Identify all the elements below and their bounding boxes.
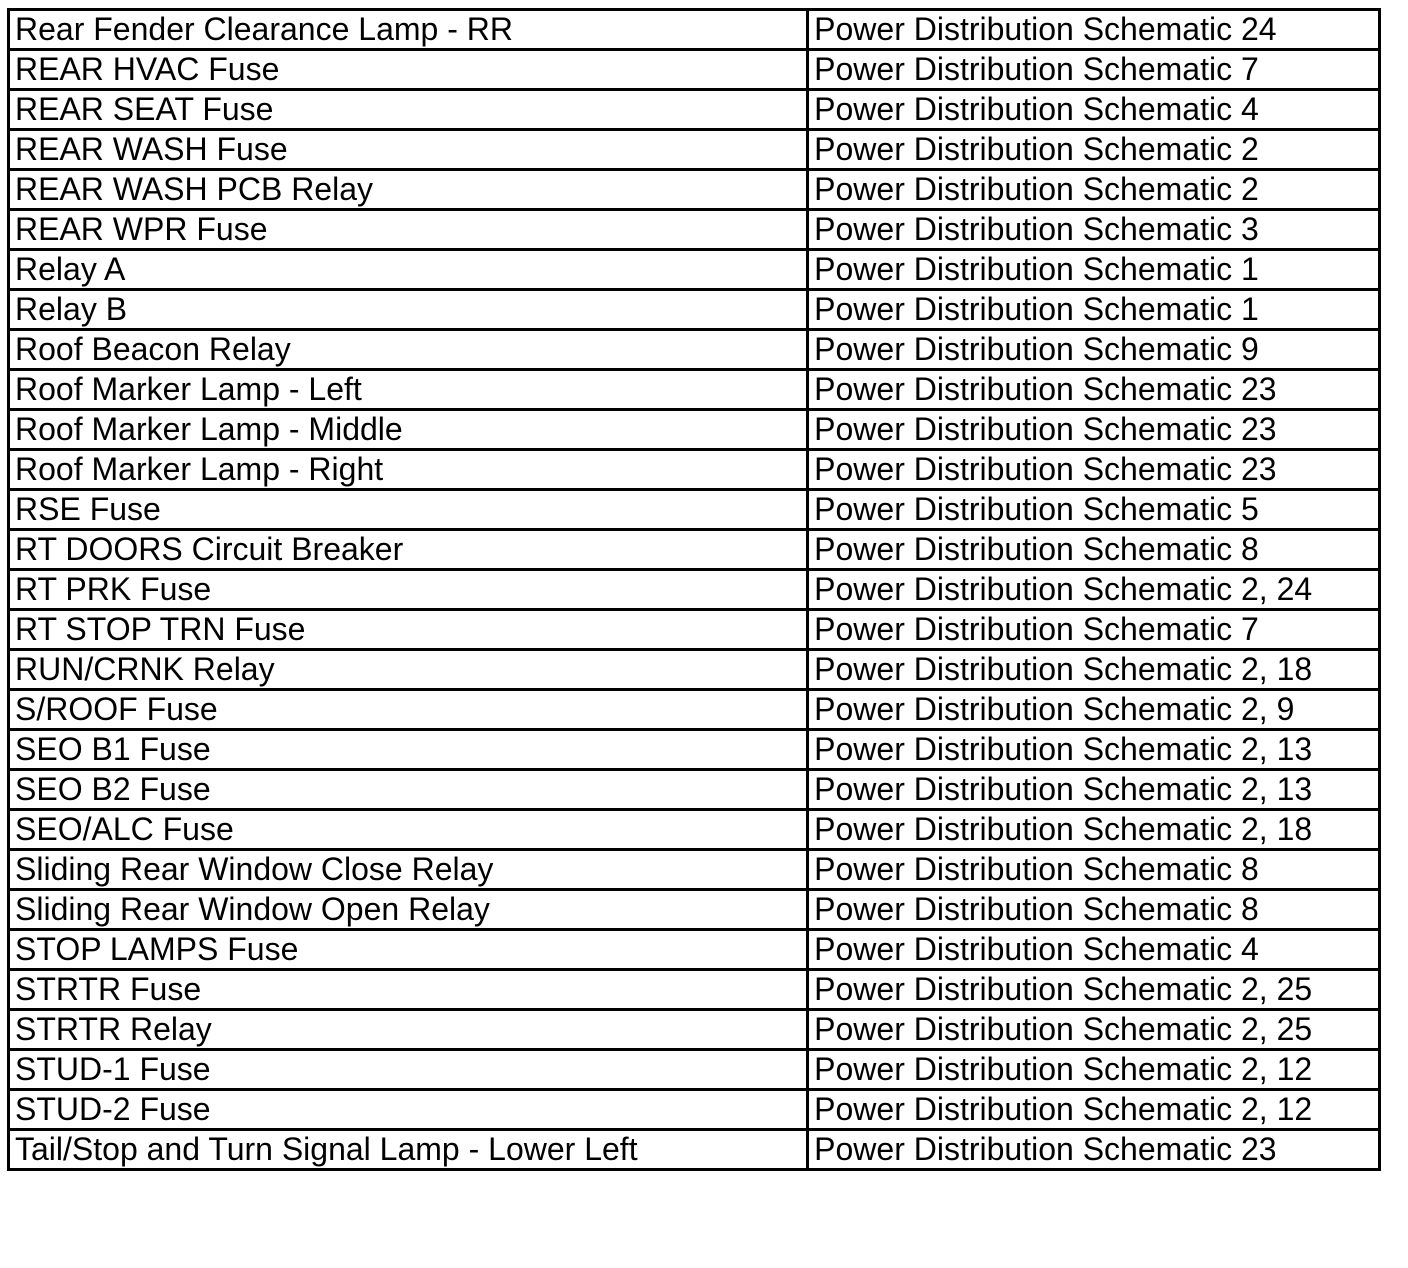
table-row — [9, 730, 1380, 770]
component-location-table — [7, 8, 1381, 1171]
table-row — [9, 250, 1380, 290]
table-row — [9, 490, 1380, 530]
location-cell: Power Distribution Schematic 4 — [808, 90, 1380, 130]
location-cell: Power Distribution Schematic 8 — [808, 850, 1380, 890]
location-cell: Power Distribution Schematic 2 — [808, 130, 1380, 170]
component-name-cell: REAR SEAT Fuse — [9, 90, 808, 130]
location-cell: Power Distribution Schematic 2, 9 — [808, 690, 1380, 730]
table-row — [9, 90, 1380, 130]
component-name-cell: Sliding Rear Window Open Relay — [9, 890, 808, 930]
table-row — [9, 650, 1380, 690]
table-row — [9, 1090, 1380, 1130]
location-cell: Power Distribution Schematic 9 — [808, 330, 1380, 370]
component-name-cell: REAR HVAC Fuse — [9, 50, 808, 90]
location-cell: Power Distribution Schematic 1 — [808, 290, 1380, 330]
component-name-cell: RSE Fuse — [9, 490, 808, 530]
table-row — [9, 410, 1380, 450]
location-cell: Power Distribution Schematic 5 — [808, 490, 1380, 530]
location-cell: Power Distribution Schematic 3 — [808, 210, 1380, 250]
location-cell: Power Distribution Schematic 2, 25 — [808, 1010, 1380, 1050]
table-row — [9, 850, 1380, 890]
location-cell: Power Distribution Schematic 7 — [808, 610, 1380, 650]
table-row — [9, 130, 1380, 170]
location-cell: Power Distribution Schematic 2, 18 — [808, 650, 1380, 690]
table-row — [9, 530, 1380, 570]
component-name-cell: Relay B — [9, 290, 808, 330]
table-row — [9, 50, 1380, 90]
table-row — [9, 810, 1380, 850]
component-name-cell: Relay A — [9, 250, 808, 290]
location-cell: Power Distribution Schematic 23 — [808, 410, 1380, 450]
table-row — [9, 450, 1380, 490]
table-row — [9, 890, 1380, 930]
table-row — [9, 930, 1380, 970]
component-name-cell: Roof Beacon Relay — [9, 330, 808, 370]
location-cell: Power Distribution Schematic 2, 24 — [808, 570, 1380, 610]
table-row — [9, 610, 1380, 650]
component-name-cell: SEO B1 Fuse — [9, 730, 808, 770]
location-cell: Power Distribution Schematic 2, 13 — [808, 770, 1380, 810]
component-name-cell: STRTR Relay — [9, 1010, 808, 1050]
table-row — [9, 970, 1380, 1010]
table-row — [9, 1050, 1380, 1090]
component-name-cell: STOP LAMPS Fuse — [9, 930, 808, 970]
component-name-cell: REAR WASH Fuse — [9, 130, 808, 170]
location-cell: Power Distribution Schematic 2, 18 — [808, 810, 1380, 850]
location-cell: Power Distribution Schematic 4 — [808, 930, 1380, 970]
location-cell: Power Distribution Schematic 2, 12 — [808, 1090, 1380, 1130]
component-name-cell: S/ROOF Fuse — [9, 690, 808, 730]
table-row — [9, 1130, 1380, 1170]
component-name-cell: REAR WASH PCB Relay — [9, 170, 808, 210]
component-name-cell: RUN/CRNK Relay — [9, 650, 808, 690]
location-cell: Power Distribution Schematic 8 — [808, 530, 1380, 570]
table-row — [9, 1010, 1380, 1050]
table-row — [9, 690, 1380, 730]
component-name-cell: RT DOORS Circuit Breaker — [9, 530, 808, 570]
table-row — [9, 210, 1380, 250]
component-name-cell: STUD-1 Fuse — [9, 1050, 808, 1090]
table-row — [9, 570, 1380, 610]
component-name-cell: Rear Fender Clearance Lamp - RR — [9, 10, 808, 50]
component-name-cell: STRTR Fuse — [9, 970, 808, 1010]
table-row — [9, 370, 1380, 410]
component-name-cell: STUD-2 Fuse — [9, 1090, 808, 1130]
component-name-cell: Tail/Stop and Turn Signal Lamp - Lower Left — [9, 1130, 808, 1170]
location-cell: Power Distribution Schematic 2, 12 — [808, 1050, 1380, 1090]
component-name-cell: Roof Marker Lamp - Middle — [9, 410, 808, 450]
location-cell: Power Distribution Schematic 2, 13 — [808, 730, 1380, 770]
component-name-cell: SEO/ALC Fuse — [9, 810, 808, 850]
table-row — [9, 330, 1380, 370]
component-name-cell: REAR WPR Fuse — [9, 210, 808, 250]
table-row — [9, 290, 1380, 330]
component-name-cell: RT PRK Fuse — [9, 570, 808, 610]
table-body — [9, 10, 1380, 1170]
location-cell: Power Distribution Schematic 2, 25 — [808, 970, 1380, 1010]
location-cell: Power Distribution Schematic 23 — [808, 370, 1380, 410]
location-cell: Power Distribution Schematic 23 — [808, 1130, 1380, 1170]
location-cell: Power Distribution Schematic 24 — [808, 10, 1380, 50]
location-cell: Power Distribution Schematic 8 — [808, 890, 1380, 930]
location-cell: Power Distribution Schematic 7 — [808, 50, 1380, 90]
component-name-cell: Roof Marker Lamp - Left — [9, 370, 808, 410]
component-name-cell: Roof Marker Lamp - Right — [9, 450, 808, 490]
component-name-cell: SEO B2 Fuse — [9, 770, 808, 810]
table-row — [9, 770, 1380, 810]
component-name-cell: Sliding Rear Window Close Relay — [9, 850, 808, 890]
location-cell: Power Distribution Schematic 1 — [808, 250, 1380, 290]
location-cell: Power Distribution Schematic 23 — [808, 450, 1380, 490]
location-cell: Power Distribution Schematic 2 — [808, 170, 1380, 210]
table-row — [9, 10, 1380, 50]
table-row — [9, 170, 1380, 210]
component-name-cell: RT STOP TRN Fuse — [9, 610, 808, 650]
